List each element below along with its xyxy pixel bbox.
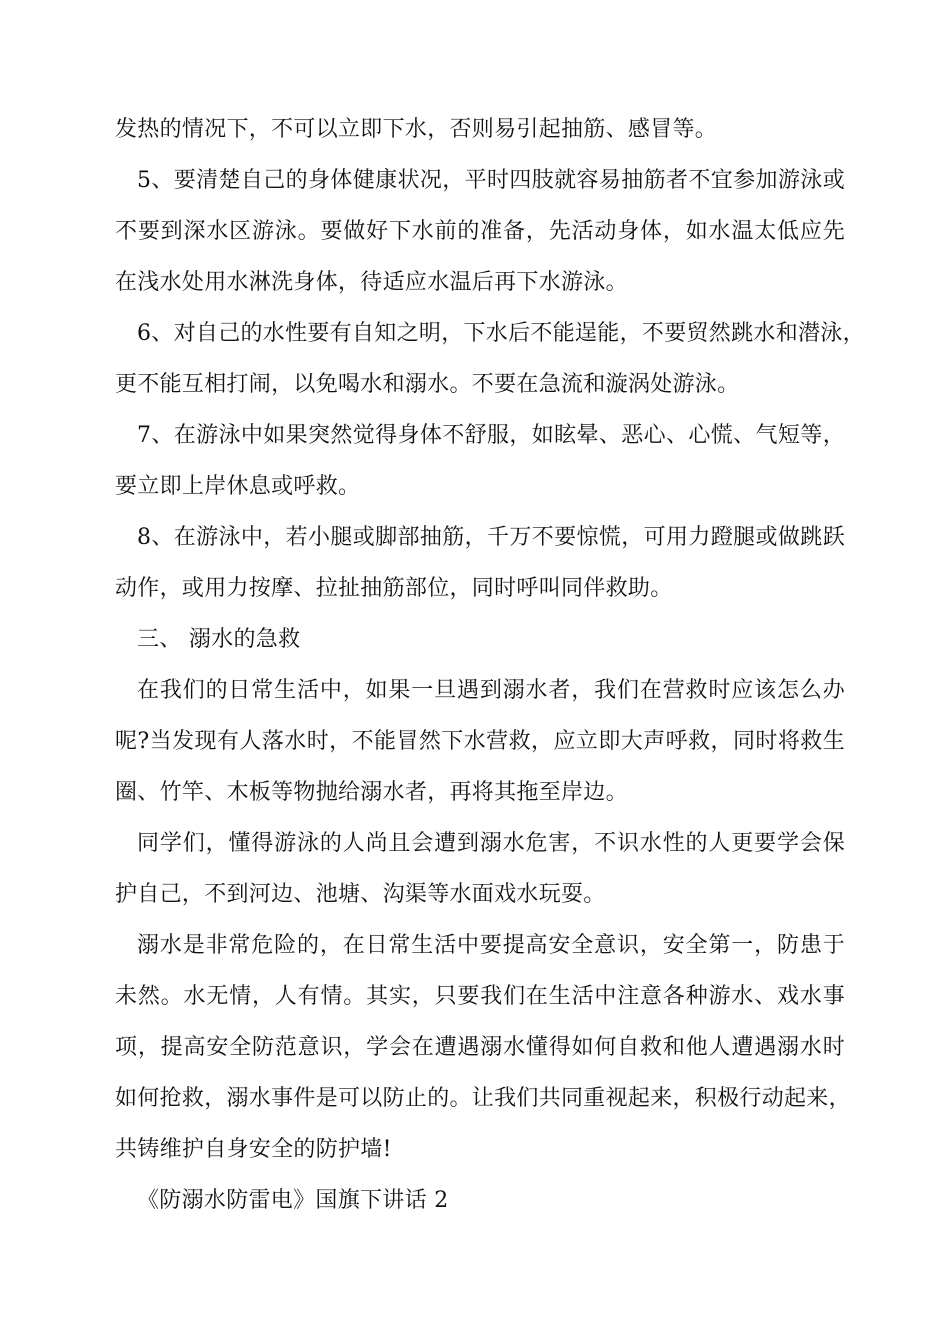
text-line: 项，提高安全防范意识，学会在遭遇溺水懂得如何自救和他人遭遇溺水时 bbox=[115, 1035, 845, 1060]
text-line: 更不能互相打闹，以免喝水和溺水。不要在急流和漩涡处游泳。 bbox=[115, 372, 740, 397]
text-line: 护自己，不到河边、池塘、沟渠等水面戏水玩耍。 bbox=[115, 882, 606, 907]
text-line: 6、对自己的水性要有自知之明，下水后不能逞能，不要贸然跳水和潜泳， bbox=[137, 321, 865, 346]
text-line: 共铸维护自身安全的防护墙! bbox=[115, 1137, 392, 1162]
text-line: 要立即上岸休息或呼救。 bbox=[115, 474, 361, 499]
text-line: 溺水是非常危险的，在日常生活中要提高安全意识，安全第一，防患于 bbox=[137, 933, 845, 958]
text-line: 8、在游泳中，若小腿或脚部抽筋，千万不要惊慌，可用力蹬腿或做跳跃 bbox=[137, 525, 845, 550]
text-line: 不要到深水区游泳。要做好下水前的准备，先活动身体，如水温太低应先 bbox=[115, 219, 845, 244]
text-line: 5、要清楚自己的身体健康状况，平时四肢就容易抽筋者不宜参加游泳或 bbox=[137, 168, 845, 193]
section-title: 《防溺水防雷电》国旗下讲话 2 bbox=[137, 1188, 449, 1213]
text-line: 动作，或用力按摩、拉扯抽筋部位，同时呼叫同伴救助。 bbox=[115, 576, 673, 601]
text-line: 7、在游泳中如果突然觉得身体不舒服，如眩晕、恶心、心慌、气短等， bbox=[137, 423, 845, 448]
text-line: 未然。水无情，人有情。其实，只要我们在生活中注意各种游水、戏水事 bbox=[115, 984, 845, 1009]
section-heading: 三、 溺水的急救 bbox=[137, 627, 301, 652]
text-line: 在我们的日常生活中，如果一旦遇到溺水者，我们在营救时应该怎么办 bbox=[137, 678, 845, 703]
text-line: 圈、竹竿、木板等物抛给溺水者，再将其拖至岸边。 bbox=[115, 780, 628, 805]
text-line: 在浅水处用水淋洗身体，待适应水温后再下水游泳。 bbox=[115, 270, 628, 295]
text-line: 如何抢救，溺水事件是可以防止的。让我们共同重视起来，积极行动起来， bbox=[115, 1086, 851, 1111]
text-line: 同学们，懂得游泳的人尚且会遭到溺水危害，不识水性的人更要学会保 bbox=[137, 831, 845, 856]
text-line: 呢?当发现有人落水时，不能冒然下水营救，应立即大声呼救，同时将救生 bbox=[115, 729, 845, 754]
text-line: 发热的情况下，不可以立即下水，否则易引起抽筋、感冒等。 bbox=[115, 117, 718, 142]
